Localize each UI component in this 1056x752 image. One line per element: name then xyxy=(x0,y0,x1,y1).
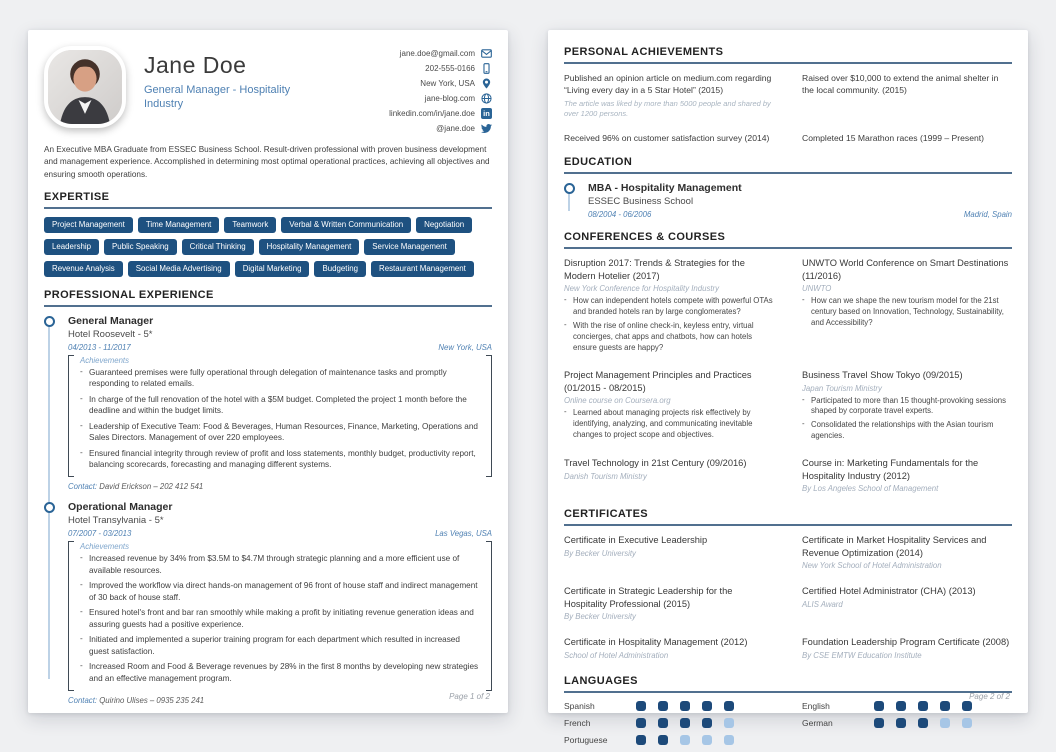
conference-card xyxy=(802,369,1012,445)
conference-title: Disruption 2017: Trends & Strategies for the Modern Hotelier (2017) xyxy=(564,258,745,281)
reference-label: Contact: xyxy=(68,696,98,706)
skill-tag[interactable]: Budgeting xyxy=(314,261,366,277)
languages-right-column xyxy=(802,701,1012,752)
achievement-card xyxy=(802,72,1012,120)
conference-organizer: UNWTO xyxy=(802,284,832,294)
education-timeline xyxy=(564,182,1012,219)
language-level-indicator xyxy=(874,701,972,711)
contact-linkedin[interactable] xyxy=(389,108,492,119)
certificate-title: Certificate in Strategic Leadership for the Hospitality Professional (2015) xyxy=(564,586,733,609)
conference-organizer: Online course on Coursera.org xyxy=(564,396,671,406)
conference-title: Course in: Marketing Fundamentals for the Hospitality Industry (2012) xyxy=(802,458,979,481)
resume-page-2 xyxy=(548,30,1028,745)
degree-title: MBA - Hospitality Management xyxy=(588,182,742,195)
expertise-heading: EXPERTISE xyxy=(44,191,492,209)
page-number: Page 2 of 2 xyxy=(969,692,1010,701)
conference-title: Project Management Principles and Practices (01/2015 - 08/2015) xyxy=(564,369,752,393)
language-level-indicator xyxy=(874,718,972,728)
skill-tag[interactable]: Verbal & Written Communication xyxy=(281,217,411,233)
certificate-card xyxy=(802,534,1012,573)
achievement-item: - Guaranteed premises were fully operational through delegation of maintenance tasks and promptly responding to related emails. xyxy=(80,367,480,390)
job-location: New York, USA xyxy=(438,342,492,352)
language-name: Spanish xyxy=(564,700,595,711)
conference-note: - Learned about managing projects risk effectively by identifying, analyzing, and communicating inevitable changes to project scope and objectives. xyxy=(564,408,774,441)
skill-tag[interactable]: Critical Thinking xyxy=(182,239,254,255)
skill-tag[interactable]: Hospitality Management xyxy=(259,239,360,255)
achievements-block xyxy=(68,541,492,691)
conferences-grid xyxy=(564,257,1012,496)
job-entry xyxy=(68,501,492,705)
conference-organizer: Danish Tourism Ministry xyxy=(564,471,647,481)
achievement-title: Completed 15 Marathon races (1999 – Present) xyxy=(802,132,985,143)
certificate-issuer: By Becker University xyxy=(564,612,636,622)
certificates-heading: CERTIFICATES xyxy=(564,508,1012,526)
conference-title: Travel Technology in 21st Century (09/2016) xyxy=(564,458,747,469)
achievement-item: - Ensured hotel's front and bar ran smoothly while making a profit by initiating revenue generation ideas and assuring guests had a positive experience. xyxy=(80,607,480,630)
conference-organizer: Japan Tourism Ministry xyxy=(802,383,882,393)
language-name: English xyxy=(802,700,830,711)
certificate-title: Certificate in Hospitality Management (2012) xyxy=(564,637,748,648)
section-personal-achievements xyxy=(564,46,1012,144)
conference-organizer: New York Conference for Hospitality Industry xyxy=(564,284,719,294)
job-entry xyxy=(68,315,492,492)
achievement-title: Received 96% on customer satisfaction survey (2014) xyxy=(564,132,770,143)
skill-tag[interactable]: Service Management xyxy=(364,239,455,255)
contact-twitter[interactable] xyxy=(389,123,492,134)
conference-card xyxy=(564,369,774,445)
achievement-card xyxy=(564,72,774,120)
certificate-issuer: ALIS Award xyxy=(802,599,843,609)
contact-location[interactable] xyxy=(389,78,492,89)
email-icon xyxy=(481,48,492,59)
section-certificates xyxy=(564,508,1012,663)
skill-tag[interactable]: Negotiation xyxy=(416,217,472,233)
candidate-name: Jane Doe xyxy=(144,52,247,78)
achievements-label: Achievements xyxy=(80,355,129,365)
languages-left-column xyxy=(564,701,774,752)
certificate-title: Certified Hotel Administrator (CHA) (2013) xyxy=(802,586,976,597)
certificate-issuer: By CSE EMTW Education Institute xyxy=(802,650,922,660)
phone-icon xyxy=(481,63,492,74)
certificate-card xyxy=(802,585,1012,624)
language-row xyxy=(802,718,1012,728)
job-reference xyxy=(68,482,492,491)
section-expertise xyxy=(44,191,492,277)
personal-achievements-heading: PERSONAL ACHIEVEMENTS xyxy=(564,46,1012,64)
achievement-title: Raised over $10,000 to extend the animal shelter in the local community. (2015) xyxy=(802,73,999,96)
job-company: Hotel Roosevelt - 5* xyxy=(68,328,153,340)
job-company: Hotel Transylvania - 5* xyxy=(68,515,164,527)
contact-email[interactable] xyxy=(389,48,492,59)
candidate-title: General Manager - Hospitality Industry xyxy=(144,84,291,111)
reference-value: David Erickson – 202 412 541 xyxy=(99,482,204,492)
timeline-dot xyxy=(44,502,55,513)
section-education xyxy=(564,156,1012,219)
language-row xyxy=(564,701,774,711)
certificate-title: Foundation Leadership Program Certificate (2008) xyxy=(802,637,1010,648)
contact-location-text: New York, USA xyxy=(420,79,475,88)
achievement-item: - Increased Room and Food & Beverage revenues by 28% in the first 8 months by developing new strategies and an effective management program. xyxy=(80,661,480,684)
education-entry xyxy=(588,182,1012,219)
conference-card xyxy=(564,257,774,357)
personal-achievements-grid xyxy=(564,72,1012,144)
conference-card xyxy=(802,457,1012,496)
conference-note: - How can we shape the new tourism model for the 21st century based on Innovation, Technology, Sustainability, and Accessibility? xyxy=(802,296,1012,329)
job-reference xyxy=(68,696,492,705)
language-name: French xyxy=(564,717,591,728)
language-name: German xyxy=(802,717,833,728)
skill-tag[interactable]: Restaurant Management xyxy=(371,261,474,277)
achievement-card xyxy=(802,132,1012,144)
achievement-card xyxy=(564,132,774,144)
certificates-grid xyxy=(564,534,1012,663)
name-block xyxy=(144,46,389,112)
contact-email-text: jane.doe@gmail.com xyxy=(399,49,475,58)
education-location: Madrid, Spain xyxy=(963,210,1012,220)
contact-phone-text: 202-555-0166 xyxy=(425,64,475,73)
conferences-heading: CONFERENCES & COURSES xyxy=(564,231,1012,249)
achievement-item: - Initiated and implemented a superior training program for each department which resulted in increased guest satisfaction. xyxy=(80,634,480,657)
job-dates: 04/2013 - 11/2017 xyxy=(68,342,131,352)
timeline-line xyxy=(48,324,50,680)
skill-tag[interactable]: Time Management xyxy=(138,217,220,233)
linkedin-icon: in xyxy=(481,108,492,119)
certificate-issuer: New York School of Hotel Administration xyxy=(802,561,942,571)
conference-title: UNWTO World Conference on Smart Destinations (11/2016) xyxy=(802,258,1009,281)
contact-phone[interactable] xyxy=(389,63,492,74)
conference-note: - Participated to more than 15 thought-provoking sessions shaped by corporate travel experts. xyxy=(802,396,1012,418)
achievement-item: - Ensured financial integrity through review of profit and loss statements, monthly budget, productivity report, balancing scorecards, forecasting and managing different systems. xyxy=(80,448,480,471)
school-name: ESSEC Business School xyxy=(588,196,694,208)
conference-card xyxy=(564,457,774,496)
experience-timeline xyxy=(44,315,492,706)
certificate-card xyxy=(564,585,774,624)
job-title: General Manager xyxy=(68,314,154,327)
timeline-line xyxy=(568,191,570,211)
timeline-dot xyxy=(44,316,55,327)
language-level-indicator xyxy=(636,718,734,728)
conference-note: - How can independent hotels compete with powerful OTAs and branded hotels ran by large conglomerates? xyxy=(564,296,774,318)
section-languages xyxy=(564,675,1012,752)
education-dates: 08/2004 - 06/2006 xyxy=(588,210,652,220)
language-name: Portuguese xyxy=(564,734,608,745)
languages-grid xyxy=(564,701,1012,752)
language-row xyxy=(802,701,1012,711)
achievements-block xyxy=(68,355,492,478)
certificate-issuer: School of Hotel Administration xyxy=(564,650,669,660)
section-conferences xyxy=(564,231,1012,496)
skill-tag[interactable]: Leadership xyxy=(44,239,99,255)
languages-heading: LANGUAGES xyxy=(564,675,1012,693)
expertise-tags xyxy=(44,217,492,277)
skill-tag[interactable]: Teamwork xyxy=(224,217,276,233)
contact-blog[interactable] xyxy=(389,93,492,104)
conference-title: Business Travel Show Tokyo (09/2015) xyxy=(802,369,963,380)
language-row xyxy=(564,718,774,728)
language-level-indicator xyxy=(636,735,734,745)
achievement-item: - In charge of the full renovation of the hotel with a $5M budget. Completed the project 1 month before the deadline and within the budget limits. xyxy=(80,394,480,417)
contact-twitter-text: @jane.doe xyxy=(436,124,475,133)
achievement-item: - Improved the workflow via direct hands-on management of 96 front of house staff and indirect management of 30 back of house staff. xyxy=(80,580,480,603)
job-dates: 07/2007 - 03/2013 xyxy=(68,529,132,539)
achievement-note: The article was liked by more than 5000 people and shared by over 1200 persons. xyxy=(564,98,771,119)
contact-linkedin-text: linkedin.com/in/jane.doe xyxy=(389,109,475,118)
location-icon xyxy=(481,78,492,89)
page-number: Page 1 of 2 xyxy=(449,692,490,701)
education-heading: EDUCATION xyxy=(564,156,1012,174)
certificate-card xyxy=(564,534,774,573)
section-experience xyxy=(44,289,492,706)
contact-blog-text: jane-blog.com xyxy=(424,94,475,103)
blog-icon xyxy=(481,93,492,104)
avatar-illustration xyxy=(48,50,122,124)
conference-card xyxy=(802,257,1012,357)
conference-note: - Consolidated the relationships with the Asian tourism agencies. xyxy=(802,420,1012,442)
job-location: Las Vegas, USA xyxy=(435,529,492,539)
conference-note: - With the rise of online check-in, keyless entry, virtual concierges, chat apps and chatbots, how can hotels ensure guests are happy? xyxy=(564,321,774,354)
certificate-card xyxy=(564,636,774,663)
certificate-title: Certificate in Executive Leadership xyxy=(564,535,708,546)
experience-heading: PROFESSIONAL EXPERIENCE xyxy=(44,289,492,307)
conference-organizer: By Los Angeles School of Management xyxy=(802,484,939,494)
skill-tag[interactable]: Project Management xyxy=(44,217,133,233)
achievement-item: - Increased revenue by 34% from $3.5M to $4.7M through strategic planning and a more efficient use of available resources. xyxy=(80,553,480,576)
resume-page-1 xyxy=(28,30,508,713)
profile-photo xyxy=(44,46,126,128)
resume-header xyxy=(44,46,492,138)
skill-tag[interactable]: Digital Marketing xyxy=(235,261,310,277)
timeline-dot xyxy=(564,183,575,194)
achievements-label: Achievements xyxy=(80,542,129,552)
skill-tag[interactable]: Public Speaking xyxy=(104,239,177,255)
skill-tag[interactable]: Revenue Analysis xyxy=(44,261,123,277)
contact-list xyxy=(389,46,492,138)
twitter-icon xyxy=(481,123,492,134)
language-row xyxy=(564,735,774,745)
reference-label: Contact: xyxy=(68,482,98,492)
certificate-title: Certificate in Market Hospitality Services and Revenue Optimization (2014) xyxy=(802,535,987,558)
language-level-indicator xyxy=(636,701,734,711)
achievement-item: - Leadership of Executive Team: Food & Beverages, Human Resources, Finance, Marketing, Operations and Sales Directors. Management of over 220 employees. xyxy=(80,421,480,444)
job-title: Operational Manager xyxy=(68,501,173,514)
certificate-card xyxy=(802,636,1012,663)
skill-tag[interactable]: Social Media Advertising xyxy=(128,261,230,277)
certificate-issuer: By Becker University xyxy=(564,548,636,558)
achievement-title: Published an opinion article on medium.com regarding “Living every day in a 5 Star Hotel” (2015) xyxy=(564,73,772,96)
summary-text: An Executive MBA Graduate from ESSEC Business School. Result-driven professional with proven business development and management experience. Accomplished in determining most optimal operational practices, achieving all objectives and ensuring smooth operations. xyxy=(44,145,490,179)
reference-value: Quirino Ulises – 0935 235 241 xyxy=(99,696,205,706)
